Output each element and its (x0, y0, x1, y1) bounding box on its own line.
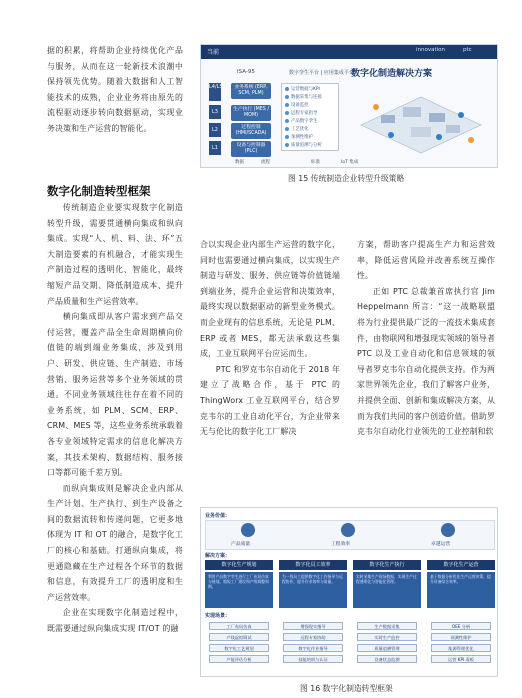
solution-description: 实时采集生产现场数据，实现生产过程透明化与智能化管理。 (353, 572, 421, 608)
left-top-paragraph: 据的积累，将帮助企业持续优化产品与服务，从而在这一轮新技术浪潮中保持领先优势。随着大数据和人工智能技术的成熟，企业业务将由原先的流程驱动逐步转向数据驱动，实现业务决策和生产运营的智能化。 (47, 46, 183, 133)
scenario-item: OEE 分析 (431, 622, 491, 630)
figure-15 (200, 44, 498, 168)
quality-icon (241, 523, 255, 537)
legend-item: 质量追溯与分析 (285, 142, 322, 148)
layer-level: L1 (209, 141, 221, 155)
layer-level: L4/L5 (209, 83, 221, 101)
brand-logo-innovation: innovation (416, 47, 446, 53)
scenario-item: 预测性维护 (431, 633, 491, 641)
value-label: 产品质量 (231, 542, 251, 547)
paragraph: 而纵向集成则是解决企业内部从生产计划、生产执行、到生产设备之间的数据流转和传递问题，它更多地体现为 IT 和 OT 的融合，是数字化工厂的核心和基础。打通纵向集成，将更通隐藏在生产过程各个环节的数据和信息，有效提升工厂的透明度和生产运营效率。 (47, 483, 183, 602)
left-top-text (47, 43, 183, 137)
scenario-item: 产能评估分析 (209, 655, 269, 663)
section-label: 实现场景： (205, 613, 231, 619)
scenario-item: 运营 KPI 看板 (431, 655, 491, 663)
scenario-item: 生产数据采集 (357, 622, 417, 630)
legend-item: 远程专家指导 (285, 110, 317, 116)
operations-icon (441, 523, 455, 537)
paragraph: 合以实现企业内部生产运营的数字化，同时也需要通过横向集成，以实现生产制造与研发、服务、供应链等价值链端到端业务，提升企业运营和决策效率，最终实现以数据驱动的新型业务模式。而企业现有的信息系统，无论是 PLM、ERP 或者 MES，都无法承载这些集成，工业互联网平台应运而生。 (200, 240, 340, 359)
bullet-icon (285, 143, 289, 147)
bullet-icon (285, 95, 289, 99)
bullet-icon (285, 87, 289, 91)
scenario-item: 产线虚拟调试 (209, 633, 269, 641)
paragraph: 方案，帮助客户提高生产力和运营效率，降低运营风险并改善系统互操作性。 (357, 240, 495, 281)
section-heading: 数字化制造转型框架 (47, 184, 151, 198)
scenario-item: 质量追溯管理 (357, 644, 417, 652)
figure-header-bar (201, 45, 498, 59)
legend-item: 运营数据与KPI (285, 86, 320, 92)
scenario-item: 远程专家协助 (283, 633, 343, 641)
bullet-icon (285, 111, 289, 115)
bullet-icon (285, 127, 289, 131)
value-label: 工程效率 (331, 542, 351, 547)
scenario-item: 技能培训与认证 (283, 655, 343, 663)
solution-heading: 数字化生产运营 (427, 560, 495, 570)
legend-item: 预测性维护 (285, 134, 313, 140)
scenario-item: 实时生产监控 (357, 633, 417, 641)
solution-heading: 数字化生产规划 (205, 560, 273, 570)
layer-level: L2 (209, 123, 221, 137)
layer-box: 业务系统 (ERP, SCM, PLM) (231, 83, 271, 99)
bottom-label: 标准 (311, 160, 320, 165)
scenario-item: 数字化作业指导 (283, 644, 343, 652)
right-column-text (357, 237, 495, 440)
bottom-label: 流程 (261, 160, 270, 165)
scenario-item: 设备状态监测 (357, 655, 417, 663)
standard-label: ISA-95 (237, 69, 255, 75)
solution-description: 为一线员工提供数字化工作指导与远程协作，提升作业效率与质量。 (279, 572, 347, 608)
bottom-label: 数据 (235, 160, 244, 165)
bullet-icon (285, 135, 289, 139)
scenario-item: 能源管理优化 (431, 644, 491, 652)
left-column-text (47, 200, 183, 637)
engineering-icon (341, 523, 355, 537)
legend-item: 工艺优化 (285, 126, 309, 132)
solution-heading: 数字化员工效率 (279, 560, 347, 570)
platform-tag: 数字孪生平台 | 应用集成平台 (289, 70, 354, 76)
figure-16 (200, 507, 498, 677)
section-label: 业务价值： (205, 513, 231, 519)
paragraph: 企业在实现数字化制造过程中，既需要通过纵向集成实现 IT/OT 的融 (47, 608, 183, 634)
legend-item: 设备监控 (285, 102, 309, 108)
solution-description: 基于数据分析优化生产运营决策，提升设备综合效率。 (427, 572, 495, 608)
paragraph: 横向集成即从客户需求到产品交付运营，覆盖产品全生命周期横向价值链的端到端业务集成，涉及到用户、研发、供应链、生产制造、市场营销、服务运营等多个业务领域的贯通。不同业务领域往往存在着不同的业务系统，如 PLM、SCM、ERP、CRM、MES 等，这些业务系统承载着各专业领域特定需求的信息化解决方案，其技术架构、数据结构、服务接口等都可能千差万别。 (47, 312, 183, 478)
scenario-item: 增强现实指导 (283, 622, 343, 630)
layer-box: 生产执行 (MES / MOM) (231, 105, 271, 121)
layer-level: L3 (209, 105, 221, 119)
factory-illustration (351, 85, 491, 155)
current-label: 当前 (207, 49, 220, 56)
middle-column-text (200, 237, 340, 440)
bullet-icon (285, 119, 289, 123)
scenario-item: 数字化工艺规划 (209, 644, 269, 652)
solution-heading: 数字化生产执行 (353, 560, 421, 570)
bottom-label: IoT 集成 (341, 160, 359, 165)
figure-caption: 图 16 数字化制造转型框架 (300, 684, 393, 693)
brand-logo-ptc: ptc (463, 47, 472, 53)
solution-description: 利用产品数字孪生进行工厂布局仿真与规划，缩短工厂建设和产线调整周期。 (205, 572, 273, 608)
layer-box: 过程控制 (HMI/SCADA) (231, 123, 271, 139)
figure-caption: 图 15 传统制造企业转型升级策略 (288, 174, 405, 183)
bullet-icon (285, 103, 289, 107)
value-label: 卓越运营 (431, 542, 451, 547)
section-label: 解决方案： (205, 553, 231, 559)
legend-item: 产品数字孪生 (285, 118, 317, 124)
layer-box: 设备与控制器 (PLC) (231, 141, 271, 157)
solution-title: 数字化制造解决方案 (351, 69, 433, 79)
paragraph: PTC 和罗克韦尔自动化于 2018 年建立了战略合作，基于 PTC 的 ThingWorx 工业互联网平台，结合罗克韦尔的工业自动化平台，为企业带来无与伦比的数字化工厂解决 (200, 364, 340, 437)
scenario-item: 工厂布局仿真 (209, 622, 269, 630)
paragraph: 传统制造企业要实现数字化制造转型升级，需要贯通横向集成和纵向集成。实现“人、机、料、法、环”五大制造要素的有机融合，才能实现生产制造过程的透明化、智能化，最终缩短产品交期、降低制造成本、提升产品质量和生产运营效率。 (47, 203, 183, 306)
legend-item: 数据采集与连接 (285, 94, 322, 100)
paragraph: 正如 PTC 总裁兼首席执行官 Jim Heppelmann 所言：“这一战略联盟将为行业提供最广泛的一流技术集成套件，由物联网和增强现实领域的领导者 PTC 以及工业自动化和信息领域的领导者罗克韦尔自动化提供支持。作为两家世界领先企业，我们了解客户业务，并提供全面、创新和集成解决方案，从而为我们共同的客户创造价值。借助罗克韦尔自动化行业领先的工业控制和软 (357, 286, 495, 437)
